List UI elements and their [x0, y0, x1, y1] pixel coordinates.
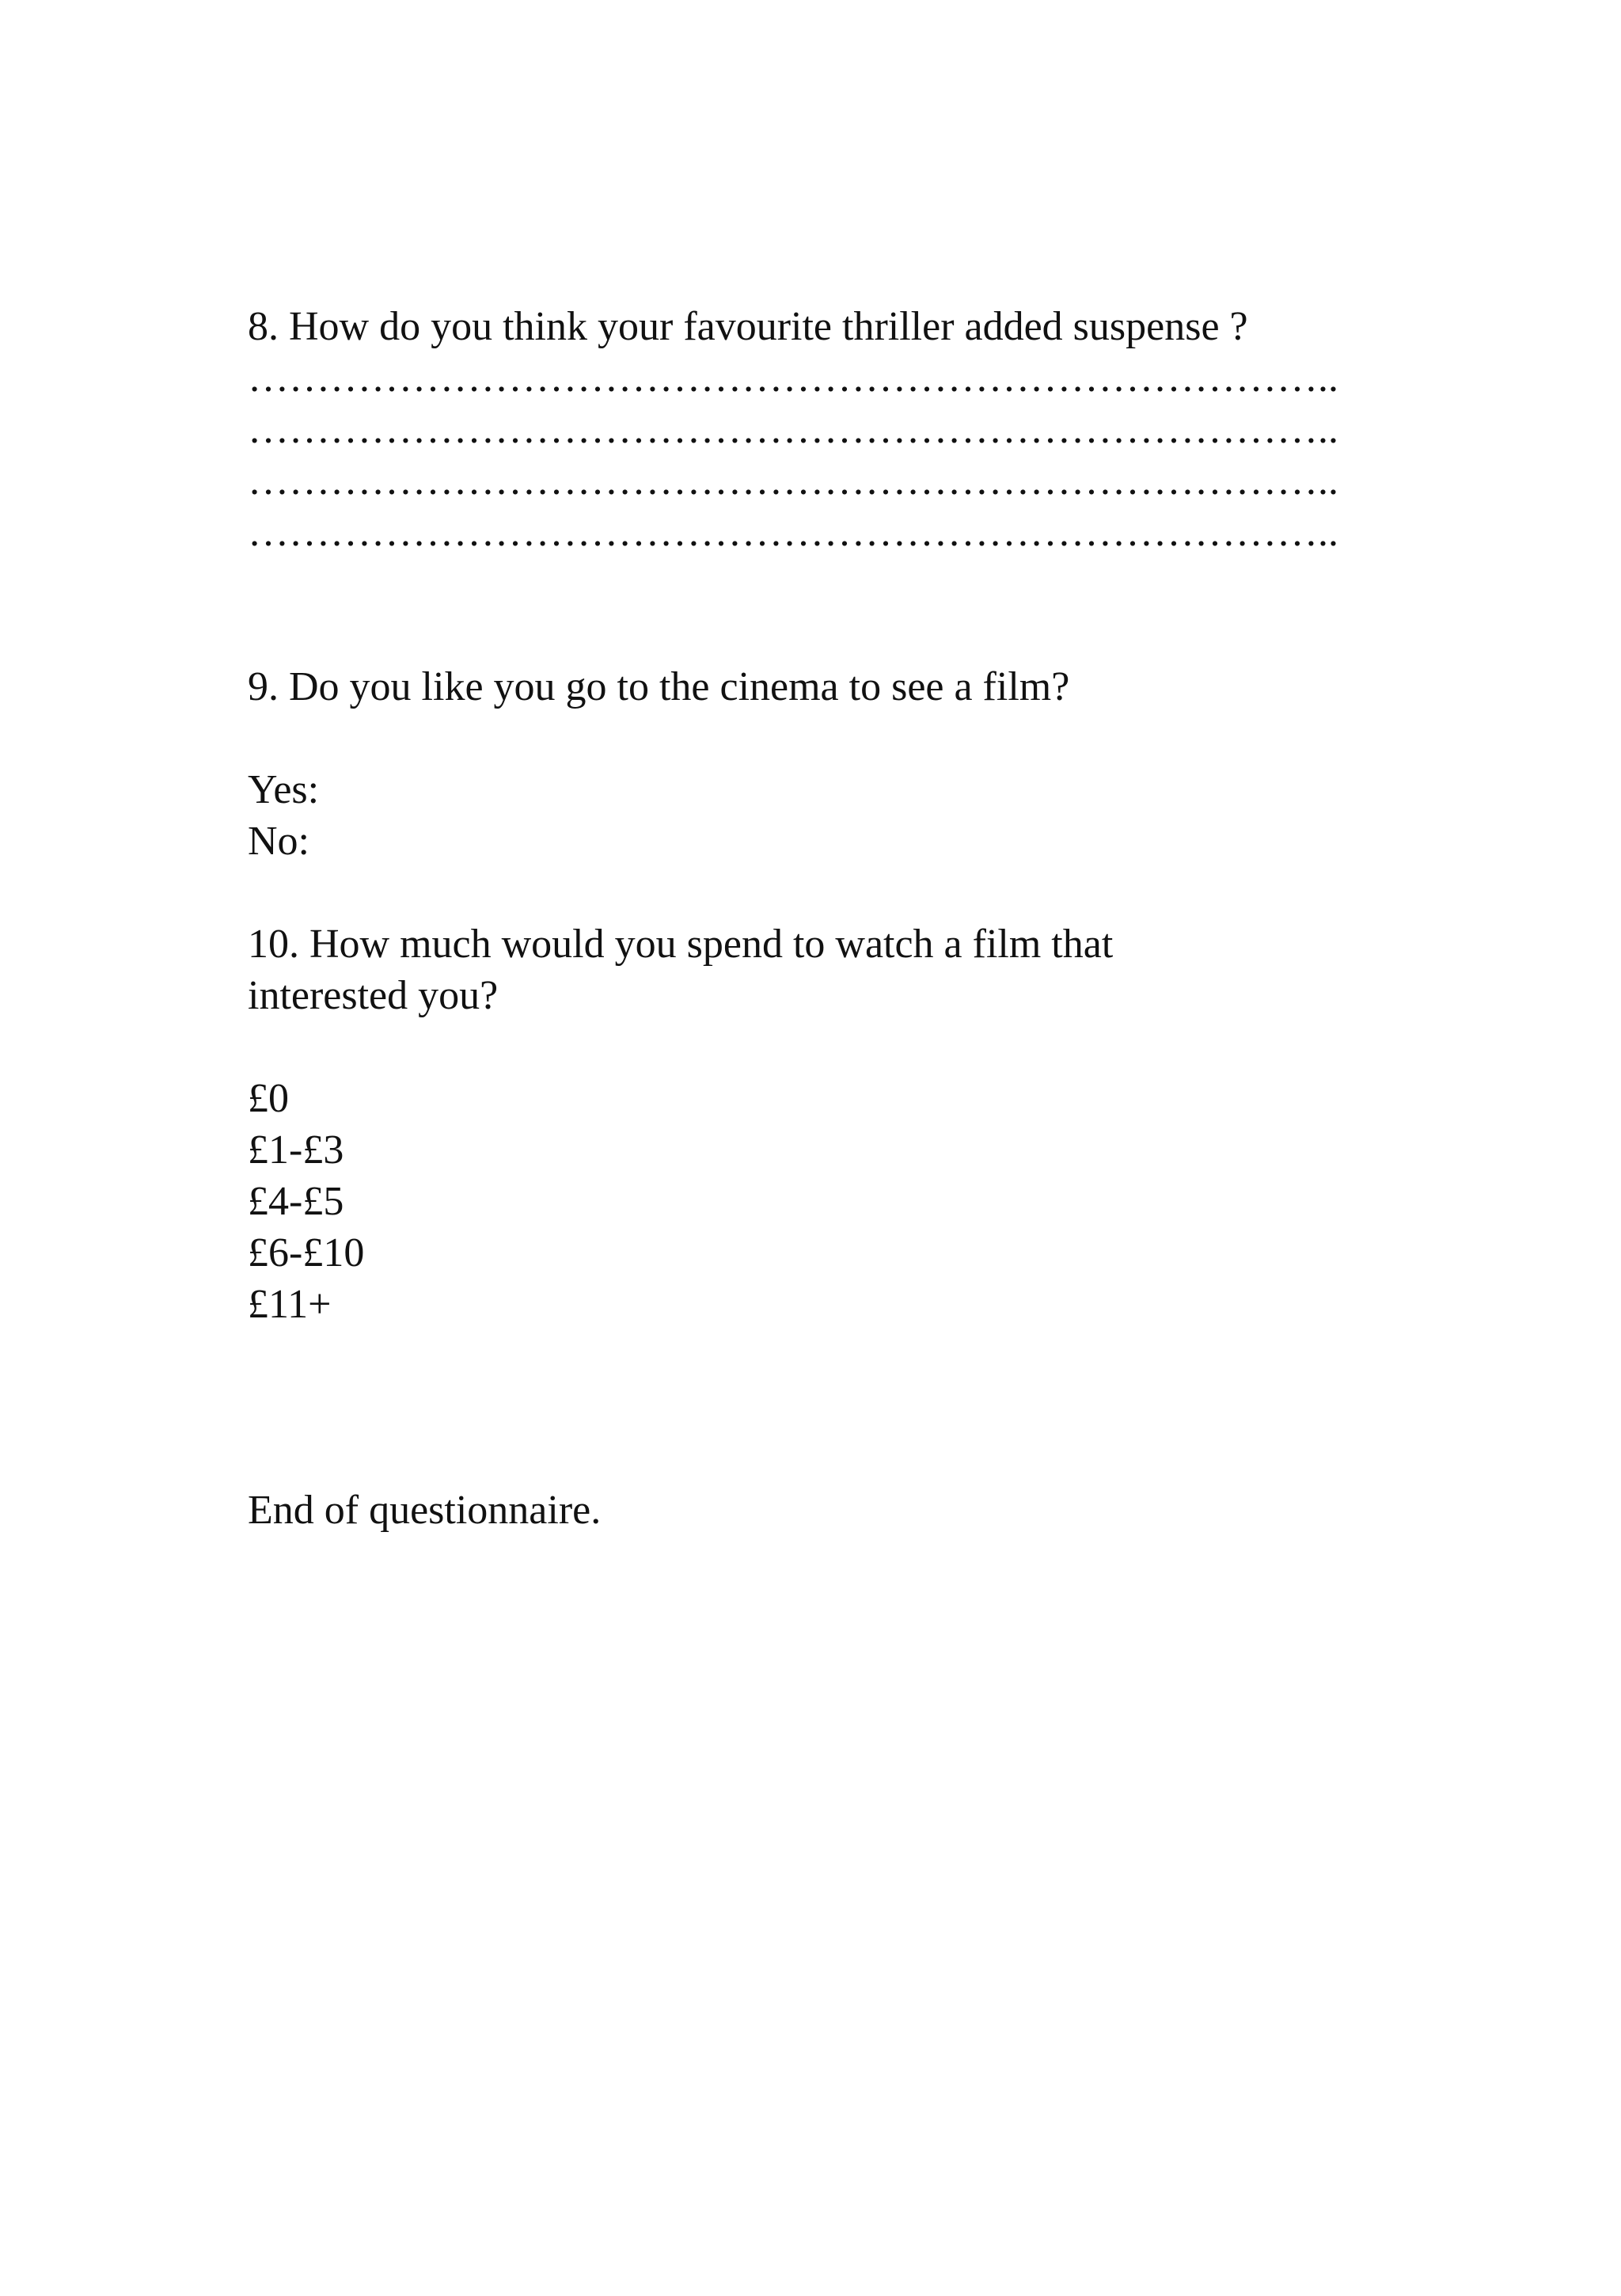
answer-line: ……………………………………………………………………..: [248, 510, 1338, 555]
end-of-questionnaire: End of questionnaire.: [248, 1488, 602, 1533]
answer-line: ……………………………………………………………………..: [248, 458, 1338, 504]
question-8: [248, 301, 1435, 558]
option-no: No:: [248, 819, 309, 864]
option-price: £11+: [248, 1282, 332, 1327]
question-10-text-line-2: interested you?: [248, 973, 499, 1018]
answer-line: ……………………………………………………………………..: [248, 407, 1338, 452]
option-price: £1-£3: [248, 1127, 344, 1173]
question-10-text-line-1: 10. How much would you spend to watch a film that: [248, 922, 1114, 967]
option-price: £0: [248, 1076, 289, 1121]
question-9-text: 9. Do you like you go to the cinema to see a film?: [248, 664, 1070, 709]
question-10: [248, 918, 1435, 1330]
questionnaire-content: [248, 301, 1435, 1536]
option-yes: Yes:: [248, 767, 320, 812]
option-price: £6-£10: [248, 1230, 365, 1275]
option-price: £4-£5: [248, 1179, 344, 1224]
question-9: [248, 661, 1435, 867]
answer-line: ……………………………………………………………………..: [248, 355, 1338, 401]
question-8-text: 8. How do you think your favourite thriller added suspense ?: [248, 304, 1248, 349]
